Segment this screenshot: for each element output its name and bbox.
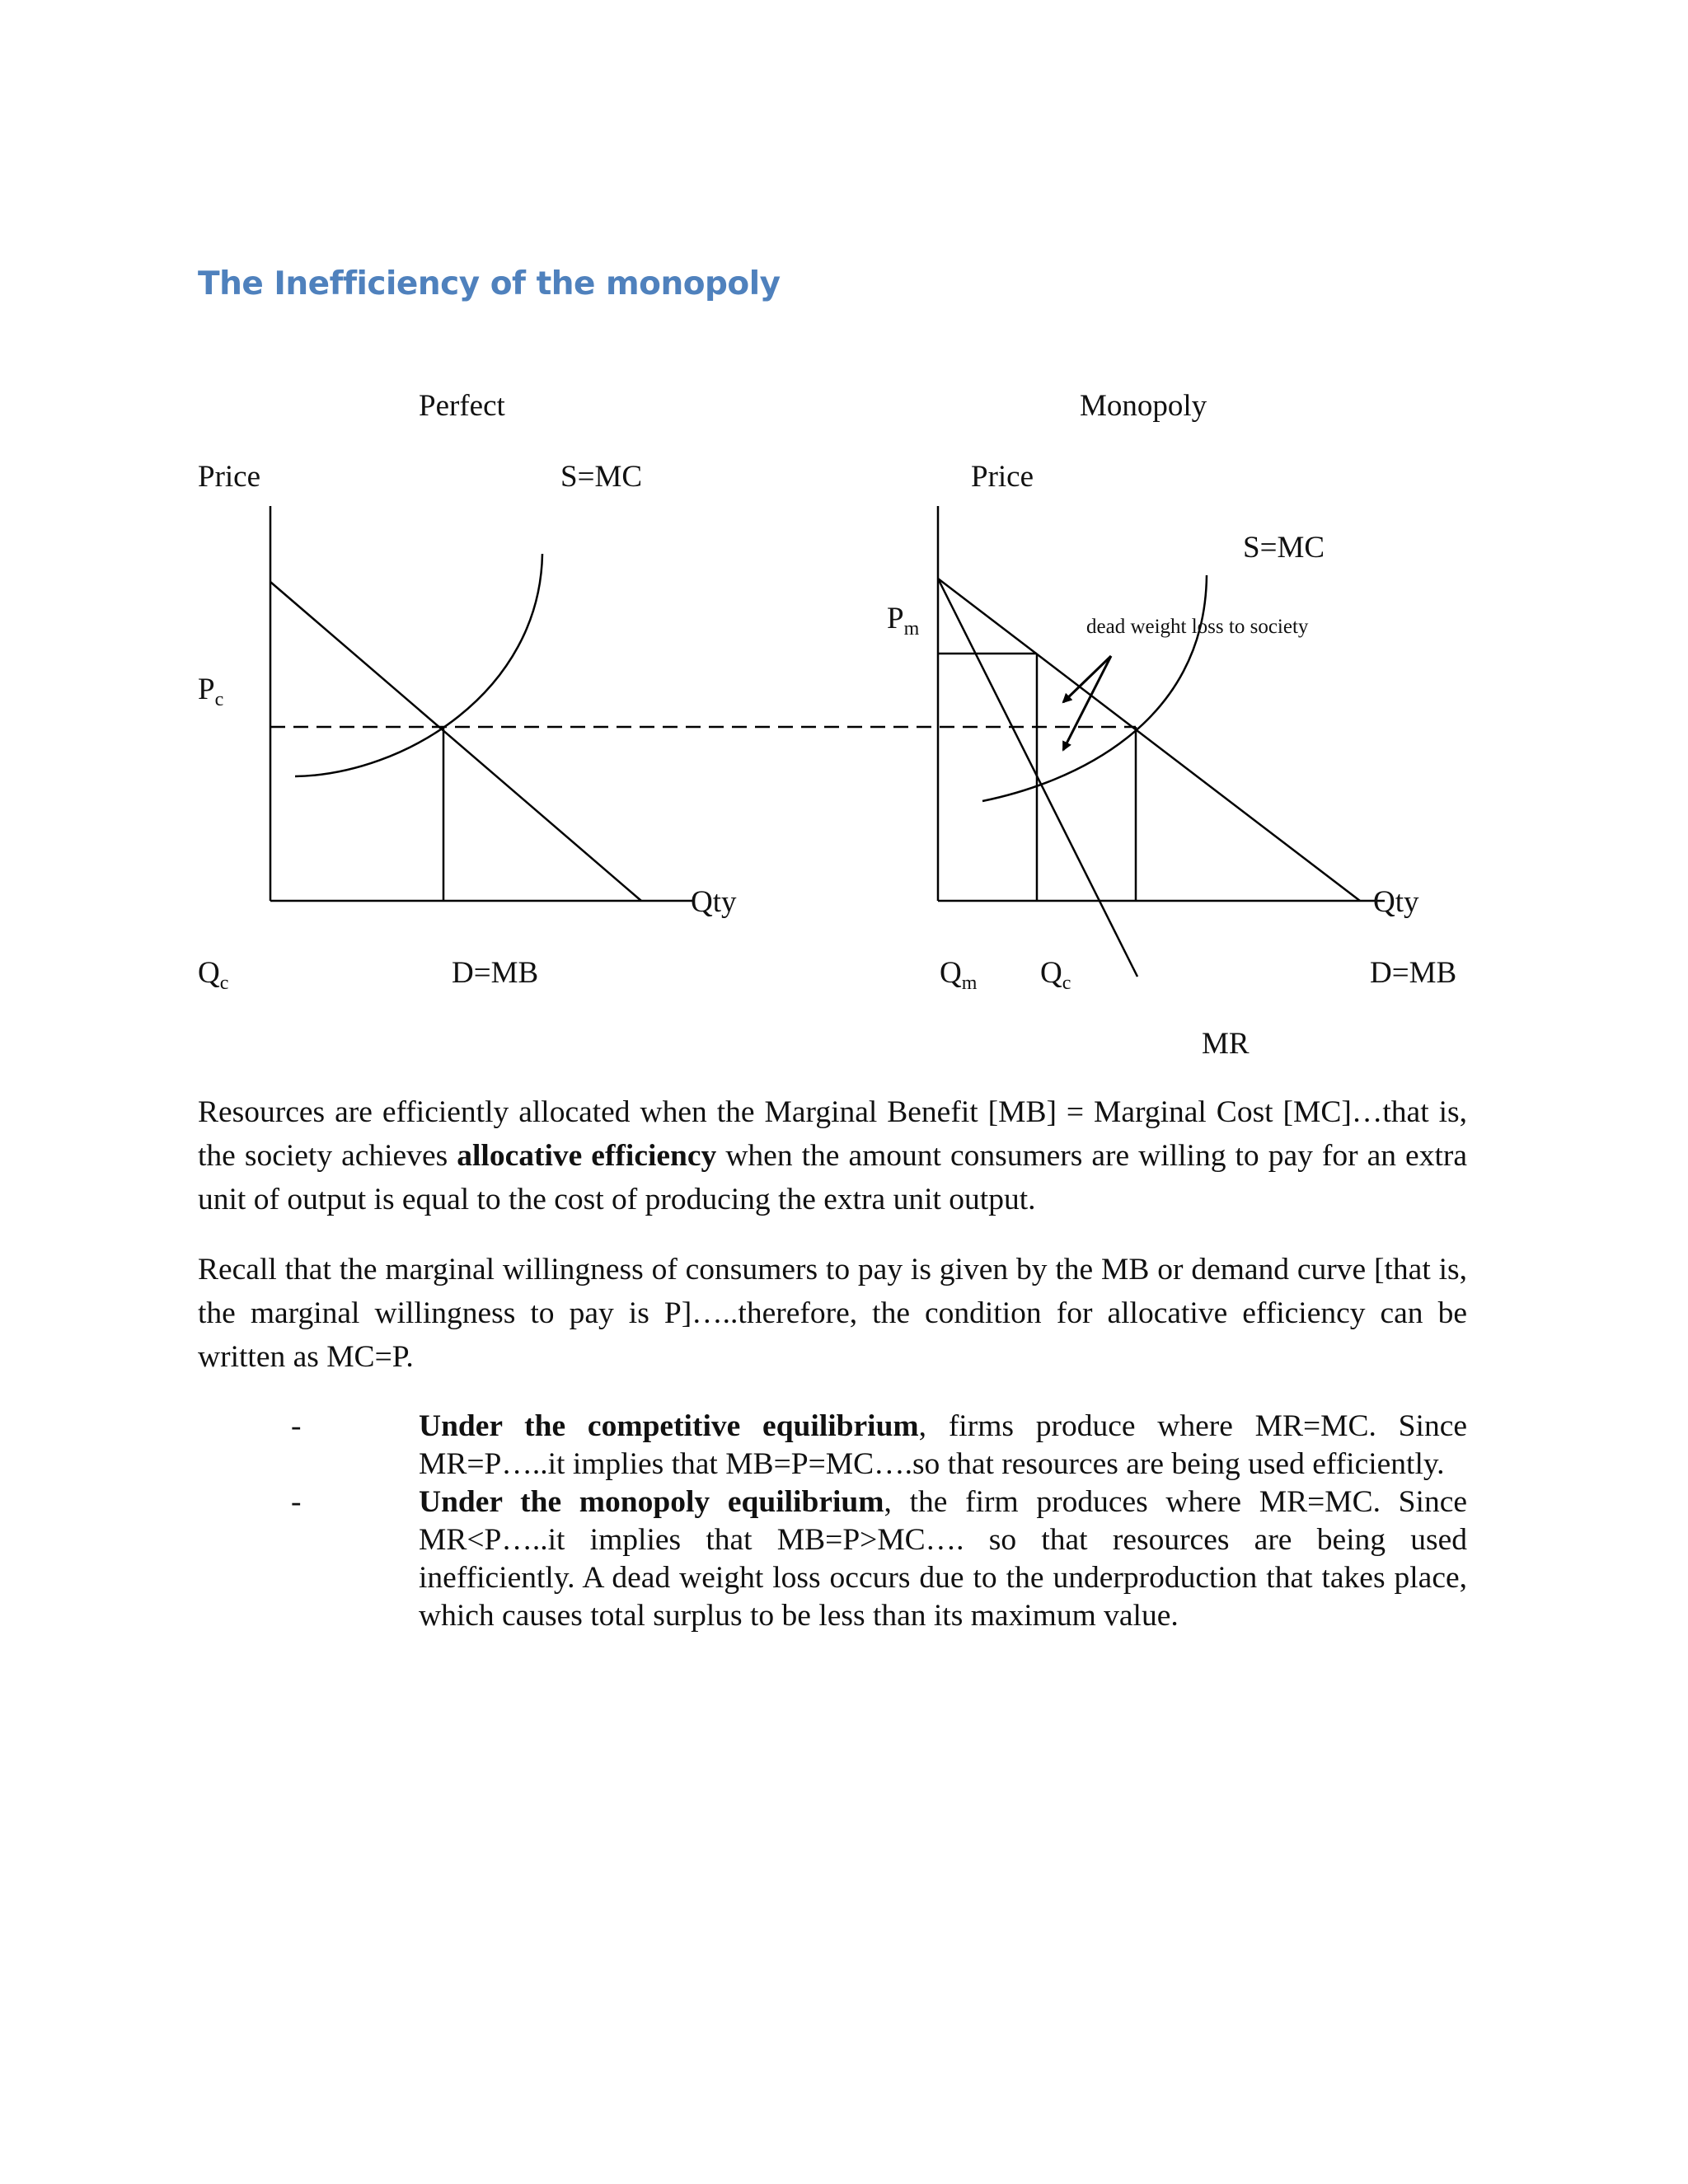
perfect-quantity-label: $Q_c$ (198, 956, 229, 994)
monopoly-quantity-c-label: $Q_c$ (1040, 956, 1071, 994)
monopoly-price-label: Price (971, 460, 1034, 494)
perfect-price-label: Price (198, 460, 261, 494)
monopoly-axis-label: Qty (1373, 885, 1419, 919)
monopoly-quantity-m-label: $Q_m$ (940, 956, 978, 994)
dwl-arrow-2 (1063, 656, 1111, 750)
page-heading: The Inefficiency of the monopoly (198, 265, 781, 302)
list-item: - Under the competitive equilibrium, firms produce where MR=MC. Since MR=P…..it implies that MB=P=MC….so that resources are being used efficiently. (291, 1409, 1467, 1481)
perfect-supply-label: S=MC (560, 460, 643, 494)
allocative-efficiency-term: allocative efficiency (457, 1139, 717, 1173)
dwl-annotation: dead weight loss to society (1086, 616, 1309, 638)
paragraph-willingness-to-pay: Recall that the marginal willingness of consumers to pay is given by the MB or demand curve [that is, the marginal willingness to pay is P]…..therefore, the condition for allocative efficiency can be written as MC=P. (198, 1253, 1467, 1374)
perfect-demand-label: D=MB (452, 956, 539, 990)
perfect-title: Perfect (419, 389, 505, 423)
perfect-axis-label: Qty (691, 885, 737, 919)
monopoly-mr-label: MR (1202, 1027, 1250, 1061)
perfect-demand-curve (270, 582, 641, 901)
paragraph-allocative-efficiency: Resources are efficiently allocated when the Marginal Benefit [MB] = Marginal Cost [MC]…that is, the society achieves allocative efficiency when the amount consumers are willing to pay for an extra unit of output is equal to the cost of producing the extra unit output. (198, 1095, 1468, 1216)
diagram-lines (0, 0, 1688, 1088)
list-item: - Under the monopoly equilibrium, the firm produces where MR=MC. Since MR<P…..it implies that MB=P>MC…. so that resources are being used inefficiently. A dead weight loss occurs due to the underproduction that takes place, which causes total surplus to be less than its maximum value. (291, 1485, 1467, 1633)
equilibrium-list (198, 1408, 1467, 1635)
monopoly-demand-label: D=MB (1370, 956, 1457, 990)
perfect-price-level-label: $P_c$ (198, 673, 224, 710)
monopoly-supply-label: S=MC (1243, 531, 1325, 565)
monopoly-title: Monopoly (1080, 389, 1207, 423)
perfect-supply-curve (295, 554, 542, 776)
monopoly-price-level-label: $P_m$ (887, 602, 920, 640)
efficiency-figure (0, 0, 1688, 1088)
